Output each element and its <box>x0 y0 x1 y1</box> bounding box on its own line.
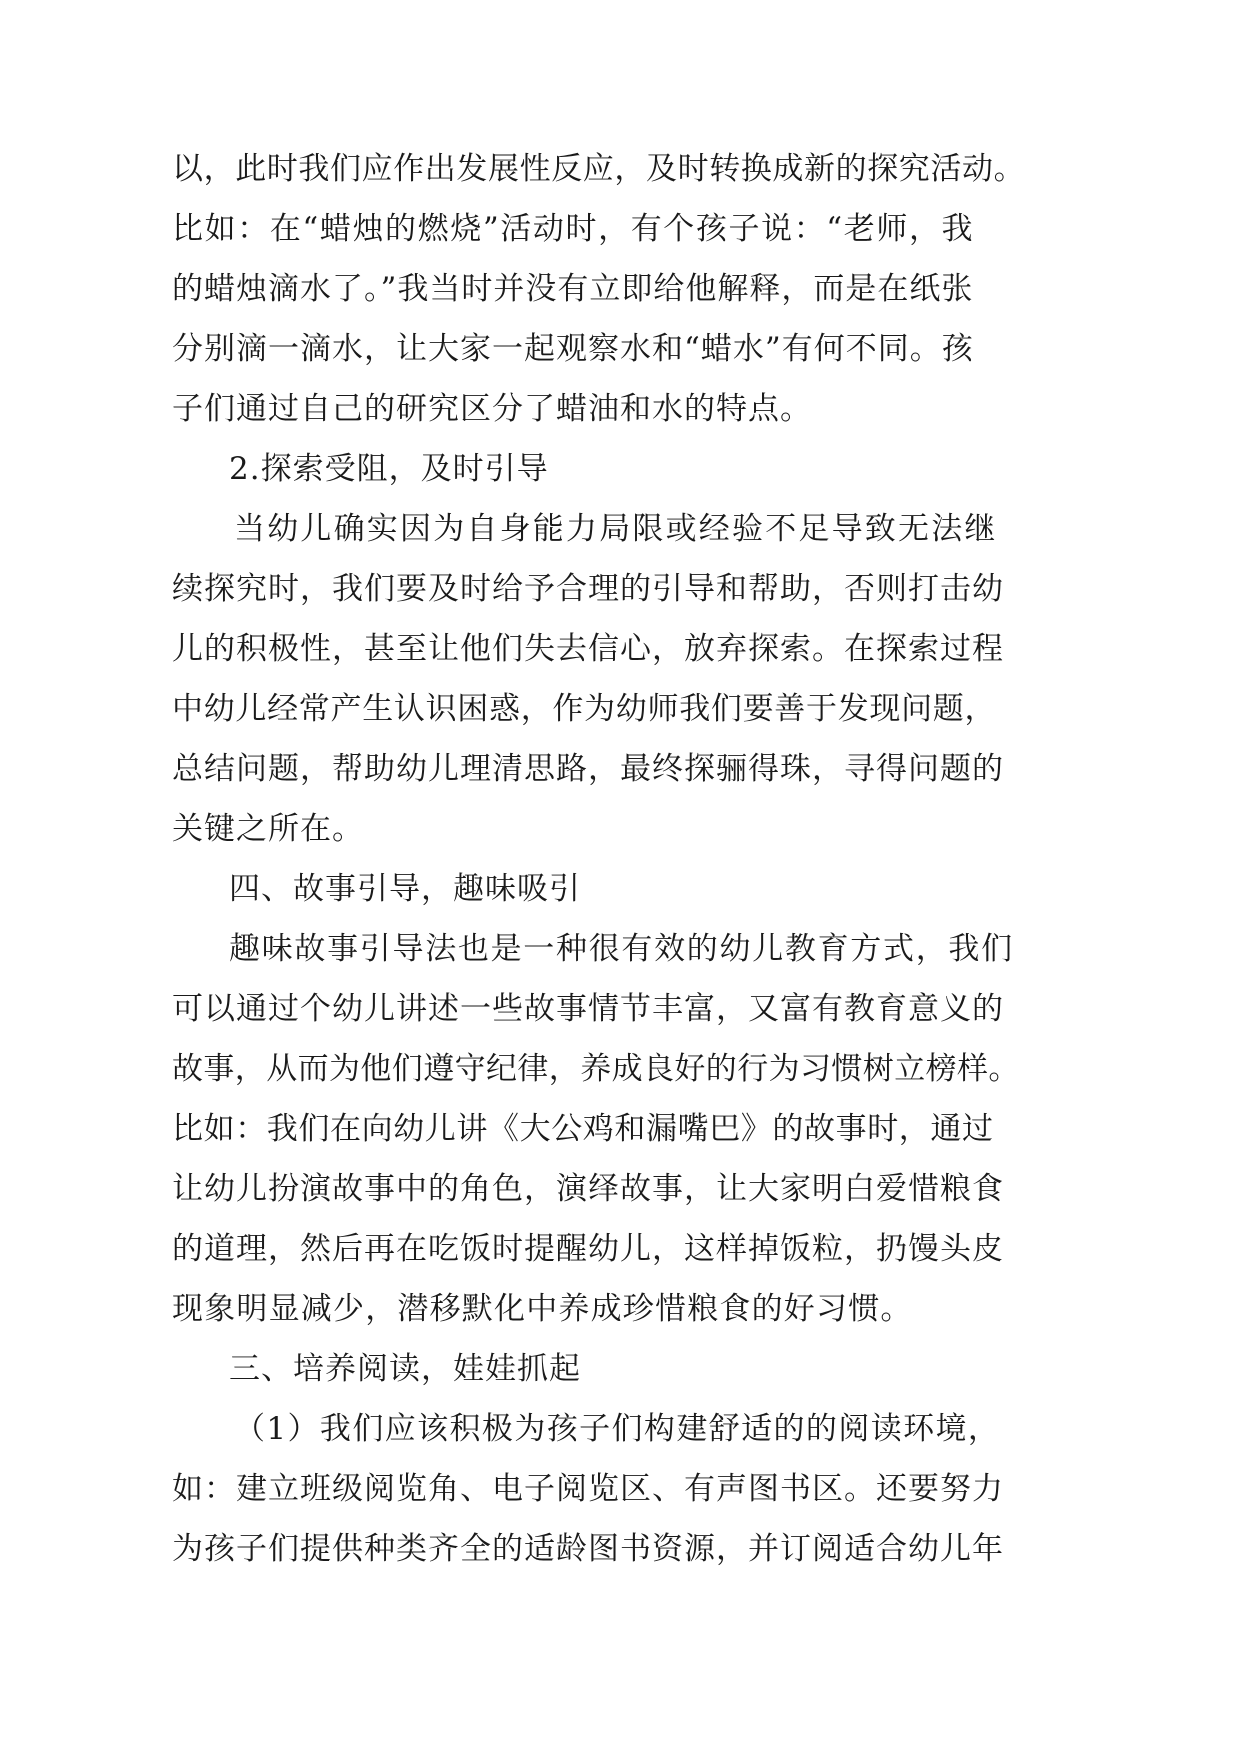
text-line: 以，此时我们应作出发展性反应，及时转换成新的探究活动。 <box>172 151 1026 187</box>
text-line: 为孩子们提供种类齐全的适龄图书资源，并订阅适合幼儿年 <box>172 1531 1004 1567</box>
text-line: 如：建立班级阅览角、电子阅览区、有声图书区。还要努力 <box>172 1471 1004 1507</box>
text-line: 比如：在“蜡烛的燃烧”活动时，有个孩子说：“老师，我 <box>172 211 975 247</box>
text-line: 续探究时，我们要及时给予合理的引导和帮助，否则打击幼 <box>172 571 1004 607</box>
text-line: （1）我们应该积极为孩子们构建舒适的的阅读环境， <box>234 1411 1001 1447</box>
text-line: 关键之所在。 <box>172 811 364 847</box>
text-line: 可以通过个幼儿讲述一些故事情节丰富，又富有教育意义的 <box>172 991 1004 1027</box>
text-line: 的蜡烛滴水了。”我当时并没有立即给他解释，而是在纸张 <box>172 271 974 307</box>
text-line: 趣味故事引导法也是一种很有效的幼儿教育方式，我们 <box>229 931 1014 967</box>
section-heading: 三、培养阅读，娃娃抓起 <box>229 1351 581 1387</box>
text-line: 现象明显减少，潜移默化中养成珍惜粮食的好习惯。 <box>172 1291 913 1327</box>
text-line: 儿的积极性，甚至让他们失去信心，放弃探索。在探索过程 <box>172 631 1004 667</box>
text-line: 子们通过自己的研究区分了蜡油和水的特点。 <box>172 391 812 427</box>
text-line: 让幼儿扮演故事中的角色，演绎故事，让大家明白爱惜粮食 <box>172 1171 1004 1207</box>
text-line: 分别滴一滴水，让大家一起观察水和“蜡水”有何不同。孩 <box>172 331 974 367</box>
text-line: 故事，从而为他们遵守纪律，养成良好的行为习惯树立榜样。 <box>172 1051 1020 1087</box>
text-line: 当幼儿确实因为自身能力局限或经验不足导致无法继 <box>234 511 998 547</box>
text-line: 的道理，然后再在吃饭时提醒幼儿，这样掉饭粒，扔馒头皮 <box>172 1231 1004 1267</box>
section-heading: 2.探索受阻，及时引导 <box>229 451 549 487</box>
text-line: 总结问题，帮助幼儿理清思路，最终探骊得珠，寻得问题的 <box>172 751 1004 787</box>
section-heading: 四、故事引导，趣味吸引 <box>229 871 581 907</box>
text-line: 中幼儿经常产生认识困惑，作为幼师我们要善于发现问题， <box>172 691 997 727</box>
text-line: 比如：我们在向幼儿讲《大公鸡和漏嘴巴》的故事时，通过 <box>172 1111 994 1147</box>
